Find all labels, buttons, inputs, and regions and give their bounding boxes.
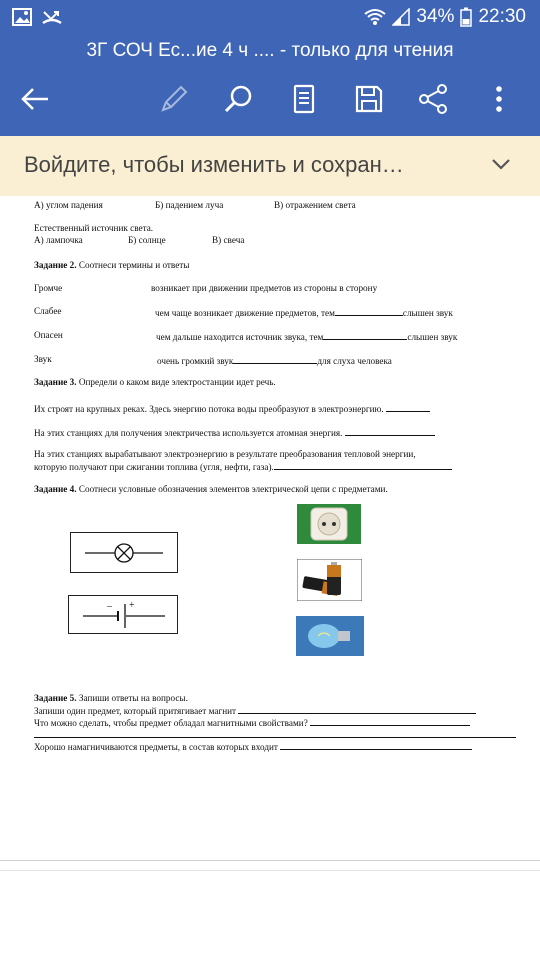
task5-heading: Задание 5. Запиши ответы на вопросы.: [34, 693, 188, 703]
status-left-icons: [12, 8, 62, 26]
task2-term-1: Громче: [34, 283, 63, 293]
task2-term-4: Звук: [34, 354, 52, 364]
task3-statement-1: Их строят на крупных реках. Здесь энергию потока воды преобразуют в электроэнергию.: [34, 402, 430, 414]
task5-answer-line: [34, 737, 516, 738]
option-a-lamp: А) лампочка: [34, 235, 83, 245]
reading-view-icon[interactable]: [287, 82, 321, 116]
task5-question-1: Запиши один предмет, который притягивает магнит: [34, 704, 476, 716]
task2-answer-3: чем дальше находится источник звука, тем слышен звук: [156, 332, 458, 342]
option-c-reflection: В) отражением света: [274, 200, 356, 210]
task4-heading: Задание 4. Соотнеси условные обозначения элементов электрической цепи с предметами.: [34, 484, 388, 494]
image-icon: [12, 8, 32, 26]
task3-statement-2: На этих станциях для получения электричества используется атомная энергия.: [34, 426, 435, 438]
page-divider: [0, 860, 540, 861]
light-bulb-image: [296, 616, 364, 656]
lamp-symbol-icon: [71, 533, 177, 572]
more-icon[interactable]: [482, 82, 516, 116]
battery-percent: 34%: [416, 6, 455, 27]
missed-call-icon: [42, 8, 62, 26]
option-b-sun: Б) солнце: [128, 235, 166, 245]
battery-icon: [460, 7, 472, 27]
socket-image: [297, 504, 361, 544]
page-divider-secondary: [0, 870, 540, 871]
option-a-angle: А) углом падения: [34, 200, 103, 210]
document-page: [0, 196, 540, 860]
status-bar: [0, 0, 540, 36]
signal-icon: [392, 8, 410, 26]
battery-symbol-icon: [69, 596, 177, 633]
save-icon[interactable]: [352, 82, 386, 116]
option-b-beam: Б) падением луча: [155, 200, 224, 210]
task5-question-3: Хорошо намагничиваются предметы, в состав которых входит: [34, 740, 472, 752]
batteries-image: [297, 559, 362, 601]
sign-in-banner[interactable]: [0, 136, 540, 196]
back-arrow-icon[interactable]: [18, 82, 52, 116]
task3-heading: Задание 3. Определи о каком виде электростанции идет речь.: [34, 377, 276, 387]
search-icon[interactable]: [222, 82, 256, 116]
clock: 22:30: [478, 6, 526, 27]
option-c-candle: В) свеча: [212, 235, 245, 245]
wifi-icon: [364, 8, 386, 26]
task2-answer-1: возникает при движении предметов из стороны в сторону: [151, 283, 378, 293]
battery-symbol: [68, 595, 178, 634]
task2-answer-4: очень громкий звук для слуха человека: [157, 356, 392, 366]
lamp-symbol: [70, 532, 178, 573]
pen-icon[interactable]: [157, 82, 191, 116]
task2-heading: Задание 2. Соотнеси термины и ответы: [34, 260, 190, 270]
chevron-down-icon[interactable]: [490, 156, 512, 172]
sign-in-message: Войдите, чтобы изменить и сохран…: [24, 152, 404, 177]
battery-plus-sign: +: [129, 600, 135, 611]
status-right: [364, 6, 526, 28]
share-icon[interactable]: [416, 82, 450, 116]
task2-term-2: Слабее: [34, 306, 62, 316]
task3-statement-3a: На этих станциях вырабатывают электроэнергию в результате преобразования тепловой энергии,: [34, 449, 416, 459]
document-title: 3Г СОЧ Ес...ие 4 ч .... - только для чтения: [86, 40, 454, 61]
app-header: [0, 36, 540, 136]
battery-minus-sign: –: [107, 601, 112, 612]
task2-term-3: Опасен: [34, 330, 63, 340]
task5-question-2: Что можно сделать, чтобы предмет обладал магнитными свойствами?: [34, 716, 470, 728]
natural-source-question: Естественный источник света.: [34, 223, 154, 233]
task3-statement-3b: которую получают при сжигании топлива (угля, нефти, газа).: [34, 460, 452, 472]
task2-answer-2: чем чаще возникает движение предметов, тем слышен звук: [155, 308, 453, 318]
